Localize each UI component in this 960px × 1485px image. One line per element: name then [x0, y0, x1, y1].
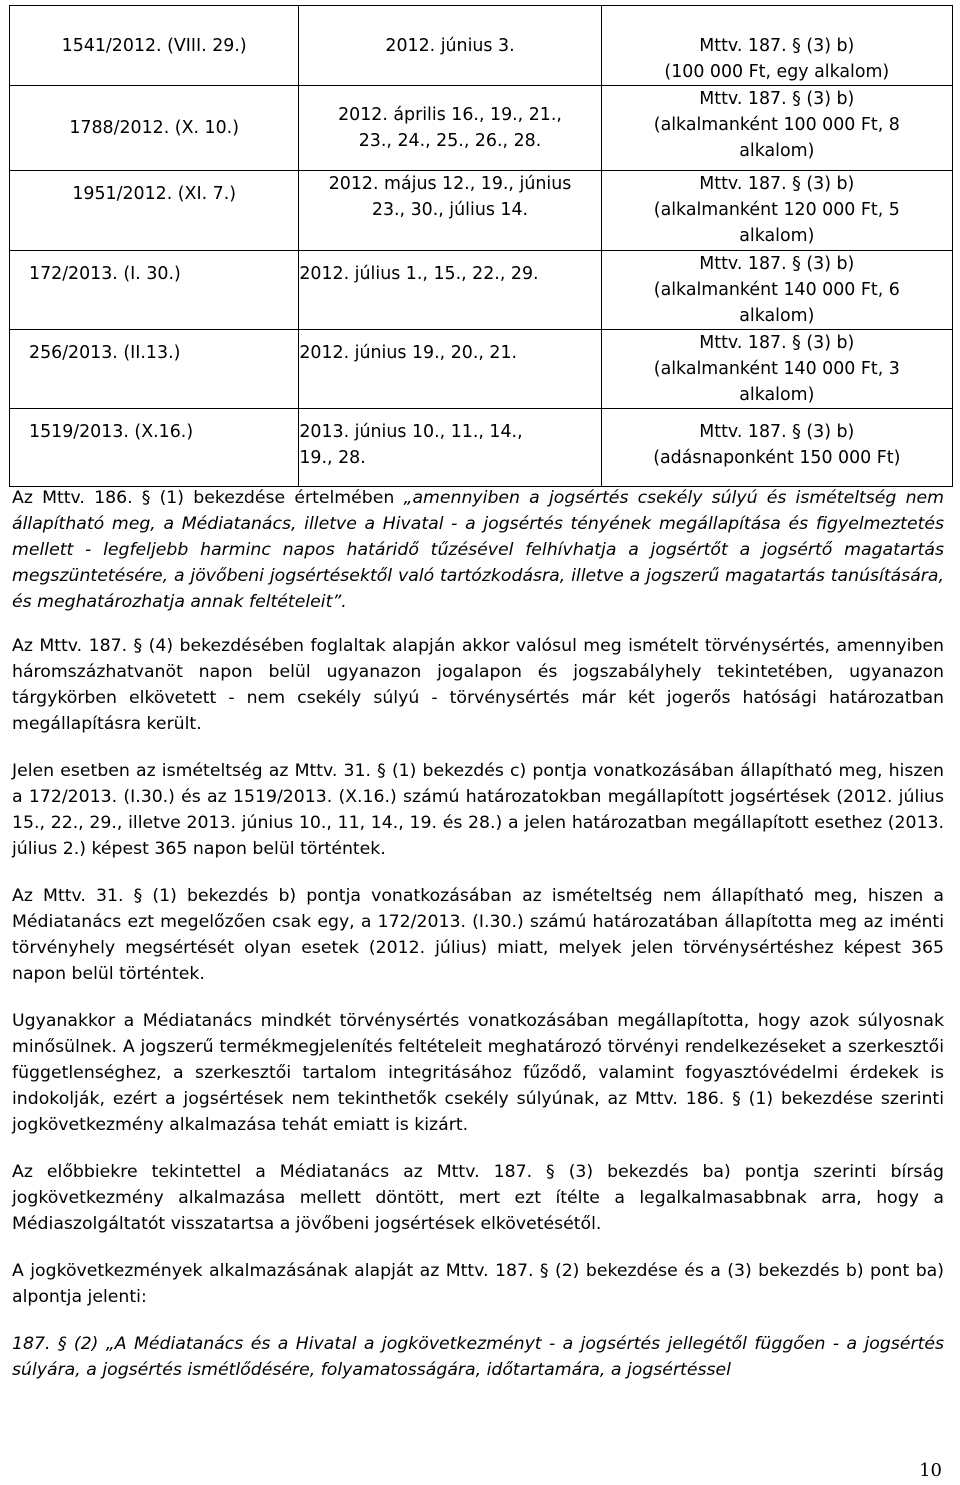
table-cell-id: 256/2013. (II.13.) [10, 330, 299, 409]
table-cell-date: 2012. június 3. [299, 6, 601, 86]
paragraph: Jelen esetben az ismételtség az Mttv. 31. § (1) bekezdés c) pontja vonatkozásában állapítható meg, hiszen a 172/2013. (I.30.) és az 1519/2013. (X.16.) számú határozatokban megállapított jogsértések (2012. július 15., 22., 29., illetve 2013. június 10., 11, 14., 19. és 28.) a jelen határozatban megállapított esethez (2013. július 2.) képest 365 napon belül történtek. [12, 761, 944, 859]
table-cell-id: 1541/2012. (VIII. 29.) [10, 6, 299, 86]
table-cell-sanction: Mttv. 187. § (3) b) (alkalmanként 120 000 Ft, 5 alkalom) [601, 171, 952, 251]
decisions-table [9, 5, 953, 487]
table-cell-date: 2012. május 12., 19., június 23., 30., július 14. [299, 171, 601, 251]
table-cell-id: 1519/2013. (X.16.) [10, 409, 299, 487]
table-cell-sanction: Mttv. 187. § (3) b) (100 000 Ft, egy alkalom) [601, 6, 952, 86]
table-cell-sanction: Mttv. 187. § (3) b) (alkalmanként 140 000 Ft, 3 alkalom) [601, 330, 952, 409]
table-cell-id: 1951/2012. (XI. 7.) [10, 171, 299, 251]
paragraph: Az előbbiekre tekintettel a Médiatanács az Mttv. 187. § (3) bekezdés ba) pontja szerinti bírság jogkövetkezmény alkalmazása mellett döntött, mert ezt ítélte a legalkalmasabbnak arra, hogy a Médiaszolgáltatót visszatartsa a jövőbeni jogsértések elkövetésétől. [12, 1162, 944, 1234]
quoted-text: „amennyiben a jogsértés csekély súlyú és ismételtség nem állapítható meg, a Médiatanács, illetve a Hivatal - a jogsértés tényének megállapítása és figyelmeztetés mellett - legfeljebb harminc napos határidő tűzésével felhívhatja a jogsértőt a jogsértő magatartás megszüntetésére, a jövőbeni jogsértésektől való tartózkodásra, illetve a jogszerű magatartás tanúsítására, és meghatározhatja annak feltételeit”. [12, 488, 944, 612]
paragraph: Az Mttv. 186. § (1) bekezdése értelmében „amennyiben a jogsértés csekély súlyú és ismételtség nem állapítható meg, a Médiatanács, illetve a Hivatal - a jogsértés tényének megállapítása és figyelmeztetés mellett - legfeljebb harminc napos határidő tűzésével felhívhatja a jogsértőt a jogsértő magatartás megszüntetésére, a jövőbeni jogsértésektől való tartózkodásra, illetve a jogszerű magatartás tanúsítására, és meghatározhatja annak feltételeit”. [12, 488, 944, 612]
paragraph: Az Mttv. 187. § (4) bekezdésében foglaltak alapján akkor valósul meg ismételt törvénysértés, amennyiben háromszázhatvanöt napon belül ugyanazon jogalapon és jogszabályhely tekintetében, ugyanazon tárgykörben elkövetett - nem csekély súlyú - törvénysértés már két jogerős hatósági határozatban megállapításra került. [12, 636, 944, 734]
quoted-paragraph: 187. § (2) „A Médiatanács és a Hivatal a jogkövetkezményt - a jogsértés jellegétől függően - a jogsértés súlyára, a jogsértés ismétlődésére, folyamatosságára, időtartamára, a jogsértéssel [12, 1334, 944, 1380]
table-cell-sanction: Mttv. 187. § (3) b) (adásnaponként 150 000 Ft) [601, 409, 952, 487]
paragraph: A jogkövetkezmények alkalmazásának alapját az Mttv. 187. § (2) bekezdése és a (3) bekezdés b) pont ba) alpontja jelenti: [12, 1261, 944, 1307]
page-number: 10 [919, 1460, 942, 1481]
table-cell-date: 2012. július 1., 15., 22., 29. [299, 251, 601, 330]
table-cell-id: 1788/2012. (X. 10.) [10, 86, 299, 171]
table-cell-id: 172/2013. (I. 30.) [10, 251, 299, 330]
table-cell-date: 2012. április 16., 19., 21., 23., 24., 25., 26., 28. [299, 86, 601, 171]
paragraph: Az Mttv. 31. § (1) bekezdés b) pontja vonatkozásában az ismételtség nem állapítható meg, hiszen a Médiatanács ezt megelőzően csak egy, a 172/2013. (I.30.) számú határozatában állapította meg az iménti törvényhely megsértését olyan esetek (2012. július) miatt, melyek jelen törvénysértéshez képest 365 napon belül történtek. [12, 886, 944, 984]
table-cell-sanction: Mttv. 187. § (3) b) (alkalmanként 140 000 Ft, 6 alkalom) [601, 251, 952, 330]
table-cell-date: 2012. június 19., 20., 21. [299, 330, 601, 409]
paragraph: Ugyanakkor a Médiatanács mindkét törvénysértés vonatkozásában megállapította, hogy azok súlyosnak minősülnek. A jogszerű termékmegjelenítés feltételeit meghatározó törvényi rendelkezéseket a szerkesztői függetlenséghez, a szerkesztői tartalom integritásához fűződő, valamint fogyasztóvédelmi érdekek is indokolják, ezért a jogsértések nem tekinthetők csekély súlyúnak, az Mttv. 186. § (1) bekezdése szerinti jogkövetkezmény alkalmazása tehát emiatt is kizárt. [12, 1011, 944, 1135]
table-cell-sanction: Mttv. 187. § (3) b) (alkalmanként 100 000 Ft, 8 alkalom) [601, 86, 952, 171]
table-cell-date: 2013. június 10., 11., 14., 19., 28. [299, 409, 601, 487]
body-text [12, 485, 944, 1383]
